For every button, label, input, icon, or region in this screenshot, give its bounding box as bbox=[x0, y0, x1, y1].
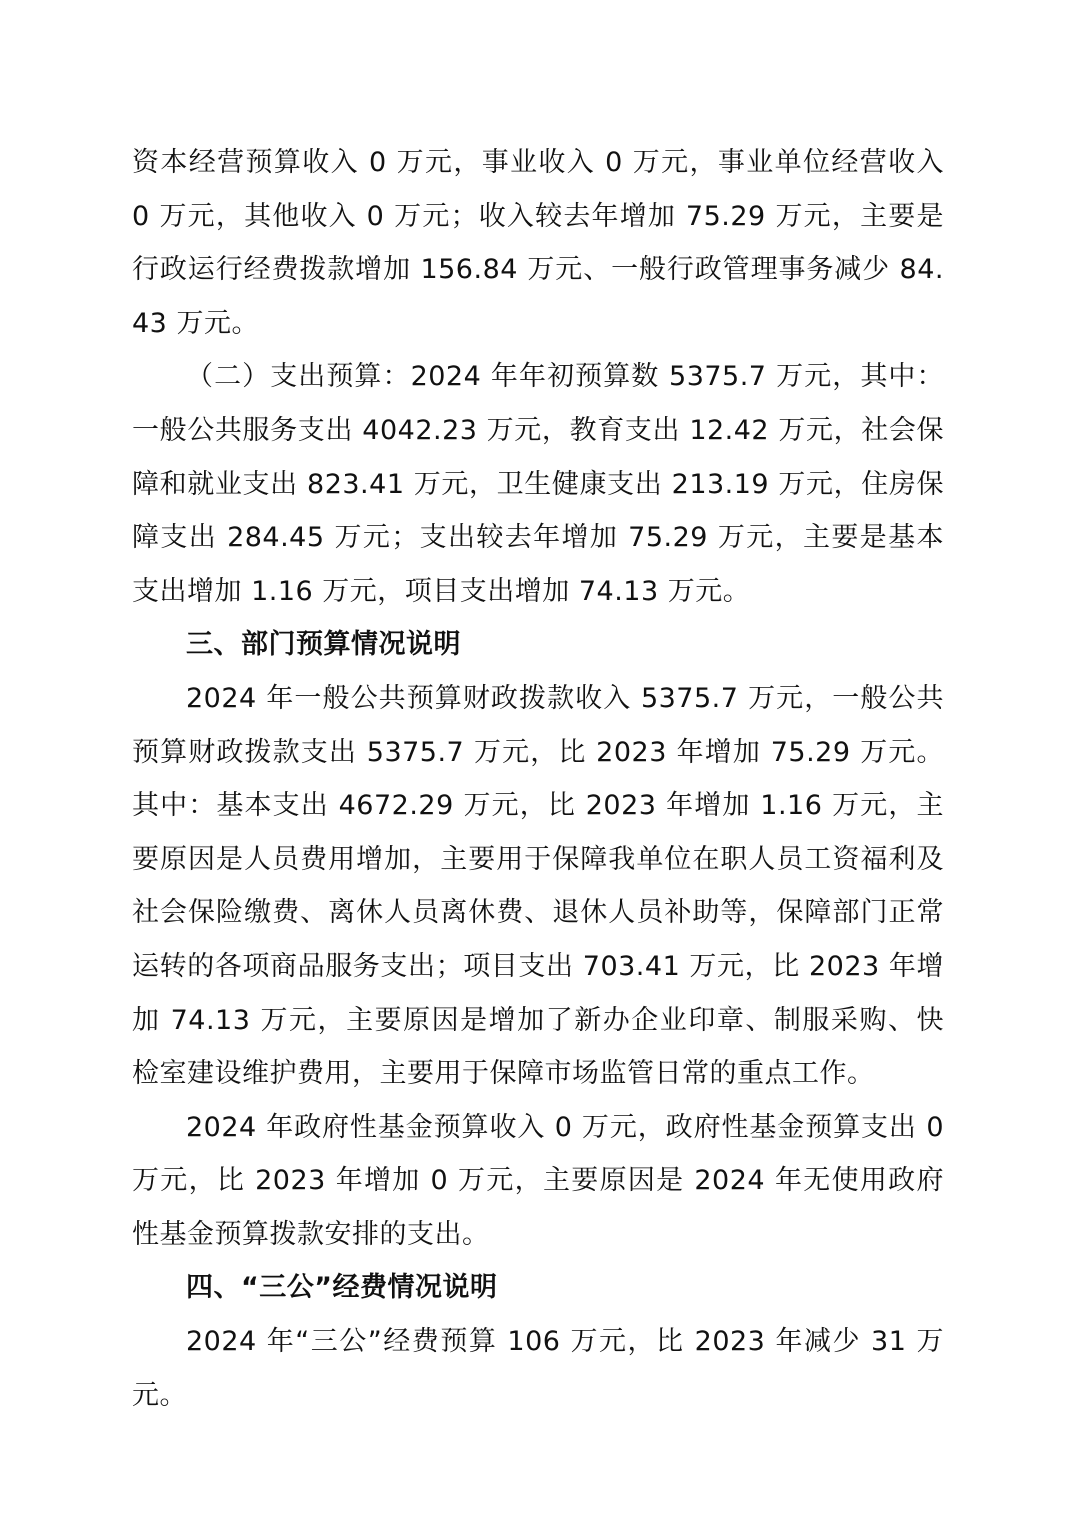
paragraph-general-public-budget: 2024 年一般公共预算财政拨款收入 5375.7 万元，一般公共预算财政拨款支出 5375.7 万元，比 2023 年增加 75.29 万元。其中：基本支出 4672.29 万元，比 2023 年增加 1.16 万元，主要原因是人员费用增加，主要用于保障我单位在职人员工资福利及社会保险缴费、离休人员离休费、退休人员补助等，保障部门正常运转的各项商品服务支出；项目支出 703.41 万元，比 2023 年增加 74.13 万元，主要原因是增加了新办企业印章、制服采购、快检室建设维护费用，主要用于保障市场监管日常的重点工作。 bbox=[132, 682, 944, 1090]
section-heading-department-budget: 三、部门预算情况说明 bbox=[186, 629, 461, 661]
paragraph-income-continued: 资本经营预算收入 0 万元，事业收入 0 万元，事业单位经营收入 0 万元，其他收入 0 万元；收入较去年增加 75.29 万元，主要是行政运行经费拨款增加 156.84 万元、一般行政管理事务减少 84.43 万元。 bbox=[132, 147, 944, 339]
section-heading-three-public-expenses: 四、“三公”经费情况说明 bbox=[186, 1272, 498, 1304]
paragraph-government-fund-budget: 2024 年政府性基金预算收入 0 万元，政府性基金预算支出 0 万元，比 2023 年增加 0 万元，主要原因是 2024 年无使用政府性基金预算拨款安排的支出。 bbox=[132, 1111, 944, 1250]
paragraph-three-public-expenses: 2024 年“三公”经费预算 106 万元，比 2023 年减少 31 万元。 bbox=[132, 1326, 944, 1411]
document-body bbox=[132, 136, 944, 1422]
paragraph-expenditure-budget: （二）支出预算：2024 年年初预算数 5375.7 万元，其中：一般公共服务支出 4042.23 万元，教育支出 12.42 万元，社会保障和就业支出 823.41 万元，卫生健康支出 213.19 万元，住房保障支出 284.45 万元；支出较去年增加 75.29 万元，主要是基本支出增加 1.16 万元，项目支出增加 74.13 万元。 bbox=[132, 361, 944, 607]
